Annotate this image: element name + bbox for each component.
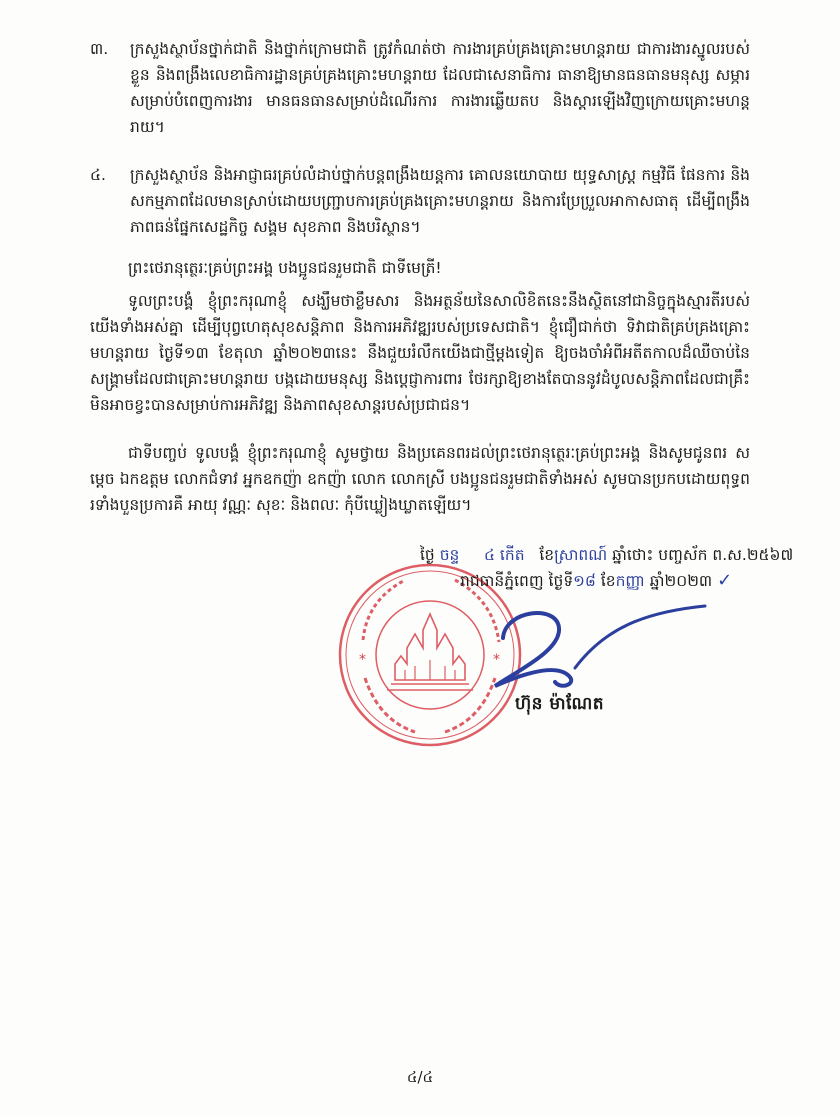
list-text: ក្រសួងស្ថាប័នថ្នាក់ជាតិ និងថ្នាក់ក្រោមជាតិ ត្រូវកំណត់ថា ការងារគ្រប់គ្រងគ្រោះមហន្តរាយ ជាការងារស្នូលរបស់ខ្លួន និងពង្រឹងលេខាធិការដ្ឋានគ្រប់គ្រងគ្រោះមហន្តរាយ ដែលជាសេនាធិការ ធានាឱ្យមានធនធានមនុស្ស សម្ភារ សម្រាប់បំពេញការងារ មានធនធានសម្រាប់ដំណើរការ ការងារឆ្លើយតប និងស្តារឡើងវិញក្រោយគ្រោះមហន្តរាយ។ xyxy=(130,40,750,136)
solar-month: កញ្ញា xyxy=(615,572,645,590)
lunar-date xyxy=(420,543,793,567)
page-number: ៤/៤ xyxy=(406,1068,434,1086)
svg-text:*: * xyxy=(493,652,500,668)
lunar-day: ៤ កើត xyxy=(484,546,525,564)
month-prefix: ខែ xyxy=(600,572,616,590)
solar-date xyxy=(460,569,732,593)
weekday: ចន្ទ xyxy=(439,546,460,564)
lunar-month: ស្រាពណ៍ xyxy=(554,546,608,564)
list-number: ៣. xyxy=(90,40,109,58)
handwritten-signature xyxy=(465,598,720,698)
list-text: ក្រសួងស្ថាប័ន និងអាជ្ញាធរគ្រប់លំដាប់ថ្នាក់បន្តពង្រឹងយន្តការ គោលនយោបាយ យុទ្ធសាស្ត្រ កម្មវិធី ផែនការ និងសកម្មភាពដែលមានស្រាប់ដោយបញ្ជ្រាបការគ្រប់គ្រងគ្រោះមហន្តរាយ និងការប្រែប្រួលអាកាសធាតុ ដើម្បីពង្រឹងភាពធន់ផ្នែកសេដ្ឋកិច្ច សង្គម សុខភាព និងបរិស្ថាន។ xyxy=(130,166,750,236)
solar-day: ១៨ xyxy=(573,572,596,590)
check-mark-icon: ✓ xyxy=(717,570,733,591)
salutation: ព្រះថេរានុត្ថេរៈគ្រប់ព្រះអង្គ បងប្អូនជនរួមជាតិ ជាទីមេត្រី! xyxy=(128,259,442,277)
solar-year: ឆ្នាំ២០២៣ xyxy=(649,572,713,590)
closing-paragraph: ជាទីបញ្ចប់ ទូលបង្គំ ខ្ញុំព្រះករុណាខ្ញុំ សូមថ្វាយ និងប្រគេនពរដល់ព្រះថេរានុត្ថេរៈគ្រប់ព្រះអង្គ និងសូមជូនពរ សម្តេច ឯកឧត្តម លោកជំទាវ អ្នកឧកញ៉ា ឧកញ៉ា លោក លោកស្រី បងប្អូនជនរួមជាតិទាំងអស់ សូមបានប្រកបដោយពុទ្ធពរទាំងបួនប្រការគឺ អាយុ វណ្ណៈ សុខៈ និងពលៈ កុំបីឃ្លៀងឃ្លាតឡើយ។ xyxy=(90,444,750,514)
svg-text:*: * xyxy=(359,652,366,668)
list-number: ៤. xyxy=(90,166,106,184)
place-date-prefix: រាជធានីភ្នំពេញ ថ្ងៃទី xyxy=(460,572,574,590)
month-prefix: ខែ xyxy=(539,546,555,564)
body-paragraph: ទូលព្រះបង្គំ ខ្ញុំព្រះករុណាខ្ញុំ សង្ឃឹមថាខ្លឹមសារ និងអត្ថន័យនៃសាលិខិតនេះនឹងស្ថិតនៅជានិច្ចក្នុងស្មារតីរបស់យើងទាំងអស់គ្នា ដើម្បីបុព្វហេតុសុខសន្តិភាព និងការអភិវឌ្ឍរបស់ប្រទេសជាតិ។ ខ្ញុំជឿជាក់ថា ទិវាជាតិគ្រប់គ្រងគ្រោះមហន្តរាយ ថ្ងៃទី១៣ ខែតុលា ឆ្នាំ២០២៣នេះ នឹងជួយរំលឹកយើងជាថ្មីម្តងទៀត ឱ្យចងចាំអំពីអតីតកាលដ៏ឈឺចាប់នៃសង្គ្រាមដែលជាគ្រោះមហន្តរាយ បង្កដោយមនុស្ស និងប្តេជ្ញាការពារ ថែរក្សាឱ្យខាងតែបាននូវដំបូលសន្តិភាពដែលជាគ្រឹះមិនអាចខ្វះបានសម្រាប់ការអភិវឌ្ឍ និងភាពសុខសាន្តរបស់ប្រជាជន។ xyxy=(90,292,750,414)
date-prefix: ថ្ងៃ xyxy=(420,546,435,564)
lunar-year: ឆ្នាំថោះ បញ្ចស័ក ព.ស.២៥៦៧ xyxy=(612,546,794,564)
signer-name: ហ៊ុន ម៉ាណែត xyxy=(515,694,605,714)
